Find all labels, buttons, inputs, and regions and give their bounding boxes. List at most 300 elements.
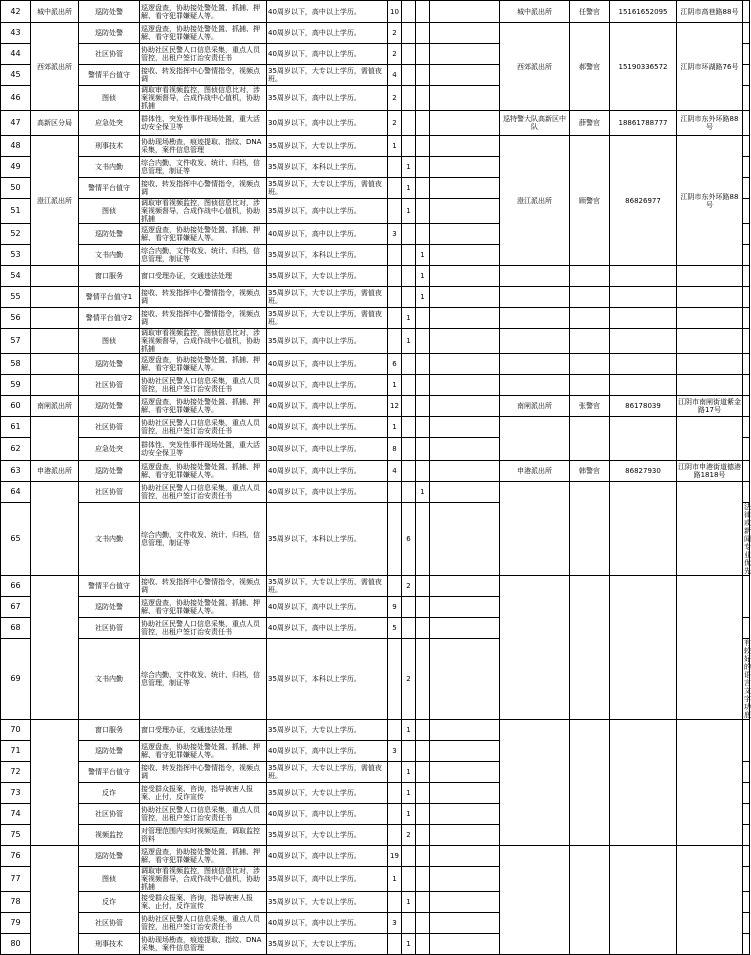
cell-unit: 高新区分局 — [31, 111, 79, 136]
cell-count-b — [402, 354, 416, 375]
cell-count-b: 1 — [402, 199, 416, 224]
cell-note — [743, 867, 750, 892]
cell-requirement: 40周岁以下，高中以上学历。 — [267, 913, 388, 934]
cell-note — [743, 23, 750, 44]
cell-blank — [430, 224, 500, 245]
cell-no: 63 — [1, 461, 31, 482]
cell-count-c — [416, 86, 430, 111]
cell-phone — [610, 266, 677, 287]
cell-unit — [31, 417, 79, 461]
cell-requirement: 35周岁以下，大专以上学历，需值夜班。 — [267, 308, 388, 329]
cell-unit — [31, 287, 79, 308]
cell-count-b — [402, 1, 416, 23]
cell-no: 74 — [1, 804, 31, 825]
cell-contact — [570, 354, 610, 375]
cell-department — [500, 354, 570, 375]
cell-phone — [610, 375, 677, 396]
cell-count-a: 2 — [388, 23, 402, 44]
cell-address — [677, 329, 743, 354]
cell-blank — [430, 639, 500, 720]
cell-duty: 群体性、突发性事件现场处置，重大活动安全保卫等 — [140, 438, 267, 461]
cell-count-c — [416, 503, 430, 576]
cell-blank — [430, 762, 500, 783]
cell-contact — [570, 375, 610, 396]
cell-requirement: 35周岁以下，本科以上学历。 — [267, 157, 388, 178]
cell-post: 社区协管 — [79, 375, 140, 396]
cell-department: 巡特警大队高新区中队 — [500, 111, 570, 136]
table-row — [1, 287, 750, 308]
cell-department — [500, 375, 570, 396]
cell-address — [677, 375, 743, 396]
cell-count-a: 6 — [388, 354, 402, 375]
cell-note — [743, 438, 750, 461]
cell-post: 图侦 — [79, 86, 140, 111]
cell-unit — [31, 576, 79, 720]
cell-address — [677, 846, 743, 955]
cell-count-b: 2 — [402, 639, 416, 720]
cell-count-b: 1 — [402, 762, 416, 783]
cell-note — [743, 762, 750, 783]
cell-note — [743, 329, 750, 354]
cell-requirement: 35周岁以下，大专以上学历。 — [267, 136, 388, 157]
cell-duty: 协助社区民警人口信息采集，重点人员管控，出租户签订治安责任书 — [140, 417, 267, 438]
cell-count-a — [388, 783, 402, 804]
cell-address: 江阴市高巷路88号 — [677, 1, 743, 23]
cell-count-c — [416, 576, 430, 597]
cell-duty: 巡逻盘查，协助接处警处置、抓捕、押解、看守犯罪嫌疑人等。 — [140, 597, 267, 618]
cell-count-c — [416, 65, 430, 86]
cell-blank — [430, 44, 500, 65]
cell-no: 42 — [1, 1, 31, 23]
cell-count-a: 4 — [388, 65, 402, 86]
cell-requirement: 40周岁以下，高中以上学历。 — [267, 482, 388, 503]
cell-unit — [31, 329, 79, 354]
cell-blank — [430, 618, 500, 639]
cell-no: 80 — [1, 934, 31, 955]
cell-blank — [430, 111, 500, 136]
cell-post: 巡防处警 — [79, 396, 140, 417]
cell-no: 46 — [1, 86, 31, 111]
cell-duty: 巡逻盘查，协助接处警处置、抓捕、押解、看守犯罪嫌疑人等。 — [140, 1, 267, 23]
cell-count-c — [416, 417, 430, 438]
cell-duty: 对管理范围内实时视频巡查，调取监控资料 — [140, 825, 267, 846]
cell-blank — [430, 741, 500, 762]
cell-note — [743, 913, 750, 934]
cell-count-a: 3 — [388, 224, 402, 245]
cell-count-b — [402, 266, 416, 287]
cell-duty: 接收、转发指挥中心警情指令，视频点调 — [140, 287, 267, 308]
cell-count-a — [388, 266, 402, 287]
cell-department — [500, 417, 570, 461]
cell-count-c — [416, 329, 430, 354]
cell-count-b: 6 — [402, 503, 416, 576]
table-row — [1, 846, 750, 867]
cell-address: 江阴市申港街道德港路1818号 — [677, 461, 743, 482]
cell-duty: 协助社区民警人口信息采集，重点人员管控，出租户签订治安责任书 — [140, 44, 267, 65]
cell-requirement: 35周岁以下，大专以上学历。 — [267, 825, 388, 846]
cell-no: 44 — [1, 44, 31, 65]
cell-contact: 郝警官 — [570, 23, 610, 111]
cell-count-a: 12 — [388, 396, 402, 417]
cell-requirement: 35周岁以下，大专以上学历。 — [267, 934, 388, 955]
cell-note — [743, 934, 750, 955]
cell-blank — [430, 482, 500, 503]
cell-no: 79 — [1, 913, 31, 934]
cell-requirement: 40周岁以下，高中以上学历。 — [267, 375, 388, 396]
cell-duty: 综合内勤，文件收发、统计、归档，信息管理，制证等 — [140, 503, 267, 576]
cell-address — [677, 308, 743, 329]
cell-no: 65 — [1, 503, 31, 576]
cell-department — [500, 308, 570, 329]
cell-address — [677, 482, 743, 576]
cell-requirement: 40周岁以下，高中以上学历。 — [267, 846, 388, 867]
cell-phone — [610, 287, 677, 308]
cell-contact — [570, 266, 610, 287]
cell-count-a — [388, 762, 402, 783]
cell-department — [500, 329, 570, 354]
cell-duty: 协助社区民警人口信息采集，重点人员管控，出租户签订治安责任书 — [140, 618, 267, 639]
table-row — [1, 461, 750, 482]
cell-count-c — [416, 461, 430, 482]
cell-note — [743, 111, 750, 136]
cell-address: 江阴市东外环路88号 — [677, 136, 743, 266]
cell-count-b — [402, 136, 416, 157]
cell-count-a — [388, 892, 402, 913]
cell-count-c — [416, 111, 430, 136]
cell-requirement: 35周岁以下，大专以上学历，需值夜班。 — [267, 178, 388, 199]
cell-post: 巡防处警 — [79, 23, 140, 44]
cell-requirement: 40周岁以下，高中以上学历。 — [267, 804, 388, 825]
cell-contact: 任警官 — [570, 1, 610, 23]
cell-blank — [430, 23, 500, 44]
cell-count-c — [416, 783, 430, 804]
cell-count-a — [388, 287, 402, 308]
cell-post: 窗口服务 — [79, 720, 140, 741]
cell-duty: 巡逻盘查，协助接处警处置、抓捕、押解、看守犯罪嫌疑人等。 — [140, 846, 267, 867]
cell-count-c — [416, 438, 430, 461]
table-row — [1, 23, 750, 44]
cell-blank — [430, 867, 500, 892]
cell-blank — [430, 157, 500, 178]
cell-requirement: 40周岁以下，高中以上学历。 — [267, 618, 388, 639]
cell-blank — [430, 266, 500, 287]
cell-count-c — [416, 1, 430, 23]
cell-address — [677, 720, 743, 846]
cell-no: 76 — [1, 846, 31, 867]
cell-count-c — [416, 354, 430, 375]
cell-phone: 86827930 — [610, 461, 677, 482]
cell-unit: 澄江派出所 — [31, 136, 79, 266]
cell-count-a: 4 — [388, 461, 402, 482]
cell-post: 警情平台值守 — [79, 65, 140, 86]
table-row — [1, 354, 750, 375]
cell-requirement: 35周岁以下，大专以上学历。 — [267, 892, 388, 913]
cell-count-a — [388, 934, 402, 955]
table-row — [1, 720, 750, 741]
cell-count-c — [416, 639, 430, 720]
cell-note — [743, 1, 750, 23]
cell-contact: 顾警官 — [570, 136, 610, 266]
cell-count-b: 1 — [402, 892, 416, 913]
cell-note — [743, 825, 750, 846]
cell-note — [743, 224, 750, 245]
cell-duty: 调取审看视频监控，图侦信息比对，涉案视频督导，合成作战中心值机，协助抓捕 — [140, 867, 267, 892]
cell-blank — [430, 804, 500, 825]
cell-blank — [430, 597, 500, 618]
cell-no: 71 — [1, 741, 31, 762]
cell-requirement: 30周岁以下，高中以上学历。 — [267, 438, 388, 461]
cell-count-a — [388, 199, 402, 224]
cell-requirement: 35周岁以下，高中以上学历。 — [267, 329, 388, 354]
cell-count-a — [388, 308, 402, 329]
cell-duty: 调取审看视频监控，图侦信息比对，涉案视频督导，合成作战中心值机，协助抓捕 — [140, 329, 267, 354]
cell-no: 47 — [1, 111, 31, 136]
cell-count-c — [416, 892, 430, 913]
cell-count-b: 2 — [402, 576, 416, 597]
cell-no: 75 — [1, 825, 31, 846]
cell-note — [743, 576, 750, 618]
cell-note — [743, 178, 750, 199]
cell-post: 社区协管 — [79, 618, 140, 639]
cell-address — [677, 287, 743, 308]
cell-blank — [430, 86, 500, 111]
cell-unit: 城中派出所 — [31, 1, 79, 23]
cell-note: 有较好的语言文字功底 — [744, 639, 751, 719]
cell-post: 应急处突 — [79, 438, 140, 461]
cell-blank — [430, 461, 500, 482]
cell-note — [743, 157, 750, 178]
cell-count-b — [402, 375, 416, 396]
cell-count-a: 2 — [388, 44, 402, 65]
cell-phone: 15190336572 — [610, 23, 677, 111]
cell-post: 社区协管 — [79, 913, 140, 934]
cell-address: 江阴市东外环路88号 — [677, 111, 743, 136]
cell-no: 50 — [1, 178, 31, 199]
cell-blank — [430, 136, 500, 157]
cell-post: 警情平台值守1 — [79, 287, 140, 308]
cell-unit: 南闸派出所 — [31, 396, 79, 417]
cell-phone: 86826977 — [610, 136, 677, 266]
cell-requirement: 35周岁以下，本科以上学历。 — [267, 245, 388, 266]
cell-count-b — [402, 245, 416, 266]
cell-unit — [31, 720, 79, 846]
cell-count-a — [388, 804, 402, 825]
cell-no: 67 — [1, 597, 31, 618]
cell-phone — [610, 720, 677, 846]
cell-count-c — [416, 136, 430, 157]
cell-post: 反诈 — [79, 892, 140, 913]
cell-no: 77 — [1, 867, 31, 892]
cell-duty: 窗口受理办证，交通违法处理 — [140, 266, 267, 287]
cell-duty: 接收、转发指挥中心警情指令，视频点调 — [140, 576, 267, 597]
cell-post: 警情平台值守 — [79, 178, 140, 199]
cell-duty: 综合内勤，文件收发、统计、归档，信息管理，制证等 — [140, 245, 267, 266]
cell-requirement: 40周岁以下，高中以上学历。 — [267, 396, 388, 417]
cell-duty: 接收、转发指挥中心警情指令，视频点调 — [140, 762, 267, 783]
cell-count-b — [402, 867, 416, 892]
cell-count-c — [416, 867, 430, 892]
cell-contact — [570, 720, 610, 846]
cell-unit — [31, 266, 79, 287]
cell-note: 法律或新闻专业优先 — [744, 503, 751, 575]
cell-count-b: 1 — [402, 308, 416, 329]
cell-requirement: 35周岁以下，本科以上学历。 — [267, 503, 388, 576]
cell-note — [743, 136, 750, 157]
cell-no: 55 — [1, 287, 31, 308]
cell-contact — [570, 287, 610, 308]
cell-no: 56 — [1, 308, 31, 329]
table-row — [1, 329, 750, 354]
cell-blank — [430, 892, 500, 913]
cell-address — [677, 417, 743, 461]
cell-phone — [610, 846, 677, 955]
cell-no: 59 — [1, 375, 31, 396]
cell-count-c: 1 — [416, 482, 430, 503]
cell-blank — [430, 913, 500, 934]
cell-post: 文书内勤 — [79, 157, 140, 178]
cell-unit: 申港派出所 — [31, 461, 79, 482]
cell-note — [743, 44, 750, 65]
cell-contact: 张警官 — [570, 396, 610, 417]
cell-phone: 86178039 — [610, 396, 677, 417]
cell-phone: 15161652095 — [610, 1, 677, 23]
cell-requirement: 40周岁以下，高中以上学历。 — [267, 597, 388, 618]
cell-count-c: 1 — [416, 245, 430, 266]
cell-requirement: 40周岁以下，高中以上学历。 — [267, 23, 388, 44]
cell-no: 62 — [1, 438, 31, 461]
cell-requirement: 35周岁以下，高中以上学历。 — [267, 86, 388, 111]
cell-post: 巡防处警 — [79, 1, 140, 23]
cell-requirement: 35周岁以下，高中以上学历。 — [267, 199, 388, 224]
cell-blank — [430, 1, 500, 23]
cell-requirement: 40周岁以下，高中以上学历。 — [267, 44, 388, 65]
cell-blank — [430, 396, 500, 417]
cell-note — [743, 199, 750, 224]
cell-no: 49 — [1, 157, 31, 178]
cell-no: 53 — [1, 245, 31, 266]
cell-count-a — [388, 576, 402, 597]
cell-post: 文书内勤 — [79, 245, 140, 266]
cell-note — [743, 461, 750, 482]
cell-duty: 协助社区民警人口信息采集，重点人员管控，出租户签订治安责任书 — [140, 804, 267, 825]
cell-count-a — [388, 503, 402, 576]
cell-requirement: 35周岁以下，大专以上学历。 — [267, 783, 388, 804]
cell-requirement: 40周岁以下，高中以上学历。 — [267, 461, 388, 482]
cell-post: 巡防处警 — [79, 224, 140, 245]
cell-contact — [570, 846, 610, 955]
cell-count-a — [388, 245, 402, 266]
cell-duty: 巡逻盘查，协助接处警处置、抓捕、押解、看守犯罪嫌疑人等。 — [140, 224, 267, 245]
cell-requirement: 35周岁以下，大专以上学历。 — [267, 266, 388, 287]
cell-note — [743, 417, 750, 438]
cell-post: 社区协管 — [79, 482, 140, 503]
cell-count-c — [416, 44, 430, 65]
cell-note — [743, 846, 750, 867]
cell-blank — [430, 438, 500, 461]
cell-count-a: 1 — [388, 867, 402, 892]
cell-blank — [430, 503, 500, 576]
cell-blank — [430, 375, 500, 396]
cell-address: 江阴市南闸街道紫金路17号 — [677, 396, 743, 417]
cell-no: 43 — [1, 23, 31, 44]
cell-requirement: 35周岁以下，本科以上学历。 — [267, 639, 388, 720]
cell-count-a — [388, 482, 402, 503]
cell-requirement: 35周岁以下，大专以上学历，需值夜班。 — [267, 762, 388, 783]
cell-requirement: 40周岁以下，高中以上学历。 — [267, 1, 388, 23]
cell-note — [743, 245, 750, 266]
cell-count-a: 5 — [388, 618, 402, 639]
cell-phone: 18861788777 — [610, 111, 677, 136]
cell-blank — [430, 825, 500, 846]
cell-duty: 巡逻盘查，协助接处警处置、抓捕、押解、看守犯罪嫌疑人等。 — [140, 23, 267, 44]
cell-count-c — [416, 804, 430, 825]
cell-address: 江阴市环湖路76号 — [677, 23, 743, 111]
cell-blank — [430, 287, 500, 308]
cell-blank — [430, 199, 500, 224]
cell-count-b — [402, 741, 416, 762]
cell-no: 52 — [1, 224, 31, 245]
cell-count-a: 1 — [388, 417, 402, 438]
table-row — [1, 576, 750, 597]
cell-unit — [31, 482, 79, 576]
cell-duty: 协助现场勘查，痕迹提取、指纹、DNA采集，案件信息管理 — [140, 136, 267, 157]
cell-note — [743, 618, 750, 639]
cell-note — [743, 482, 750, 503]
cell-unit — [31, 354, 79, 375]
cell-count-b: 1 — [402, 804, 416, 825]
cell-blank — [430, 308, 500, 329]
cell-duty: 接收、转发指挥中心警情指令，视频点调 — [140, 65, 267, 86]
cell-post: 社区协管 — [79, 44, 140, 65]
cell-blank — [430, 354, 500, 375]
cell-count-c — [416, 199, 430, 224]
cell-blank — [430, 783, 500, 804]
cell-blank — [430, 65, 500, 86]
cell-department — [500, 266, 570, 287]
cell-count-c — [416, 597, 430, 618]
table-row — [1, 396, 750, 417]
cell-blank — [430, 576, 500, 597]
cell-count-b — [402, 396, 416, 417]
cell-count-a — [388, 825, 402, 846]
cell-duty: 接受群众报案、咨询，指导被害人报案、止付，反诈宣传 — [140, 783, 267, 804]
cell-note — [743, 266, 750, 287]
cell-note — [743, 720, 750, 762]
cell-requirement: 40周岁以下，高中以上学历。 — [267, 741, 388, 762]
cell-contact: 薛警官 — [570, 111, 610, 136]
cell-count-a — [388, 178, 402, 199]
cell-duty: 协助社区民警人口信息采集，重点人员管控，出租户签订治安责任书 — [140, 375, 267, 396]
cell-department — [500, 576, 570, 720]
cell-blank — [430, 720, 500, 741]
cell-count-c — [416, 825, 430, 846]
cell-phone — [610, 482, 677, 576]
cell-count-b — [402, 461, 416, 482]
cell-duty: 协助现场勘查，痕迹提取、指纹、DNA采集，案件信息管理 — [140, 934, 267, 955]
cell-department: 澄江派出所 — [500, 136, 570, 266]
cell-count-c — [416, 741, 430, 762]
cell-no: 68 — [1, 618, 31, 639]
cell-post: 窗口服务 — [79, 266, 140, 287]
cell-duty: 巡逻盘查，协助接处警处置、抓捕、押解、看守犯罪嫌疑人等。 — [140, 461, 267, 482]
table-row — [1, 266, 750, 287]
cell-no: 78 — [1, 892, 31, 913]
cell-count-b — [402, 287, 416, 308]
table-body — [1, 1, 750, 955]
cell-no: 45 — [1, 65, 31, 86]
cell-requirement: 35周岁以下，大专以上学历。 — [267, 720, 388, 741]
cell-count-b — [402, 846, 416, 867]
